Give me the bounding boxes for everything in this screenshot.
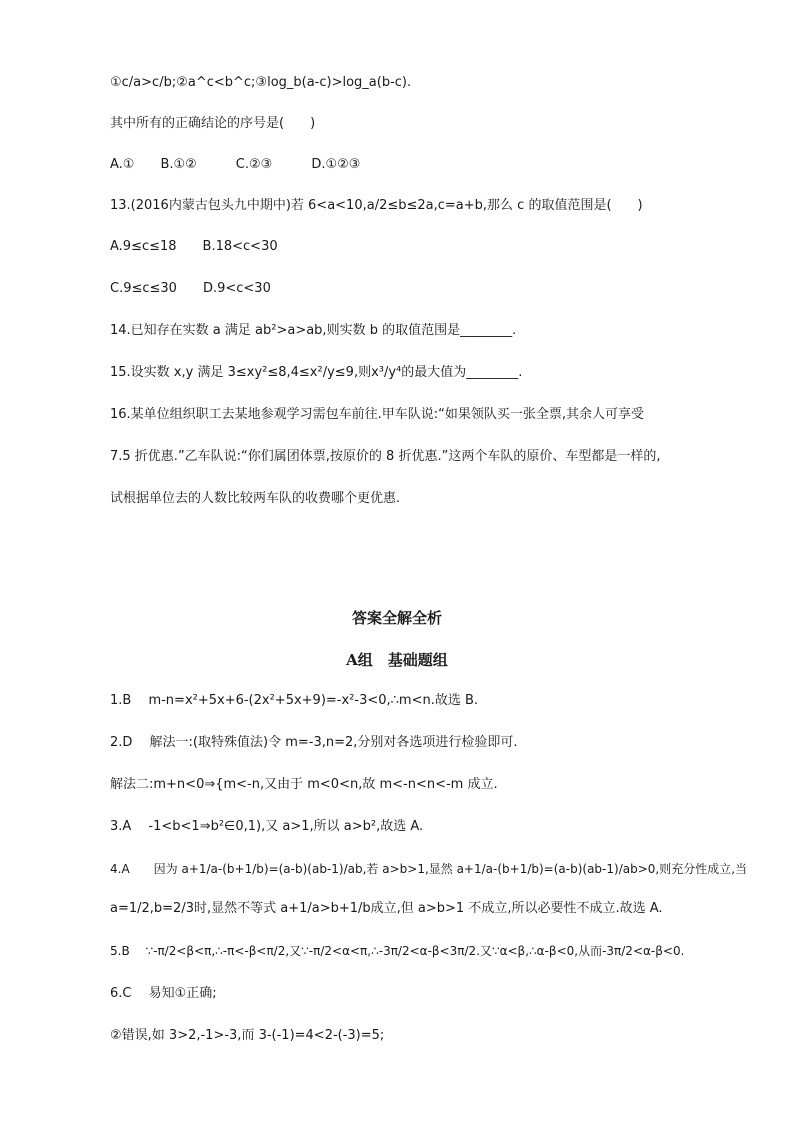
question-16-line-3: 试根据单位去的人数比较两车队的收费哪个更优惠. [110,491,401,506]
question-16-line-2: 7.5 折优惠.”乙车队说:“你们属团体票,按原价的 8 折优惠.”这两个车队的原价、车型都是一样的, [110,449,661,464]
answer-1: 1.B m-n=x²+5x+6-(2x²+5x+9)=-x²-3<0,∴m<n.故选 B. [110,693,479,708]
question-12-choices: A.① B.①② C.②③ D.①②③ [110,157,361,172]
question-12-prompt: 其中所有的正确结论的序号是( ) [110,116,316,131]
section-title: 答案全解全析 [351,609,442,627]
answer-3: 3.A -1<b<1⇒b²∈0,1),又 a>1,所以 a>b²,故选 A. [110,819,424,834]
question-14: 14.已知存在实数 a 满足 ab²>a>ab,则实数 b 的取值范围是________. [110,323,517,338]
answer-2-method-1: 2.D 解法一:(取特殊值法)令 m=-3,n=2,分别对各选项进行检验即可. [110,735,518,750]
answer-5: 5.B ∵-π/2<β<π,∴-π<-β<π/2,又∵-π/2<α<π,∴-3π/2<α-β<3π/2.又∵α<β,∴α-β<0,从而-3π/2<α-β<0. [110,944,685,958]
question-13-stem: 13.(2016内蒙古包头九中期中)若 6<a<10,a/2≤b≤2a,c=a+b,那么 c 的取值范围是( ) [110,198,643,213]
answer-6-item-2: ②错误,如 3>2,-1>-3,而 3-(-1)=4<2-(-3)=5; [110,1028,385,1043]
answer-4-line-2: a=1/2,b=2/3时,显然不等式 a+1/a>b+1/b成立,但 a>b>1 不成立,所以必要性不成立.故选 A. [110,901,663,916]
question-13-choices-cd: C.9≤c≤30 D.9<c<30 [110,281,271,296]
question-13-choices-ab: A.9≤c≤18 B.18<c<30 [110,239,278,254]
answer-6: 6.C 易知①正确; [110,986,217,1001]
answer-2-method-2: 解法二:m+n<0⇒{m<-n,又由于 m<0<n,故 m<-n<n<-m 成立. [110,777,498,792]
question-12-options-statements: ①c/a>c/b;②a^c<b^c;③log_b(a-c)>log_a(b-c). [110,75,412,90]
subsection-title: A组 基础题组 [346,651,448,669]
answer-4-line-1: 4.A 因为 a+1/a-(b+1/b)=(a-b)(ab-1)/ab,若 a>b>1,显然 a+1/a-(b+1/b)=(a-b)(ab-1)/ab>0,则充分性成立,当 [110,862,748,876]
question-16-line-1: 16.某单位组织职工去某地参观学习需包车前往.甲车队说:“如果领队买一张全票,其余人可享受 [110,407,645,422]
question-15: 15.设实数 x,y 满足 3≤xy²≤8,4≤x²/y≤9,则x³/y⁴的最大值为________. [110,365,523,380]
